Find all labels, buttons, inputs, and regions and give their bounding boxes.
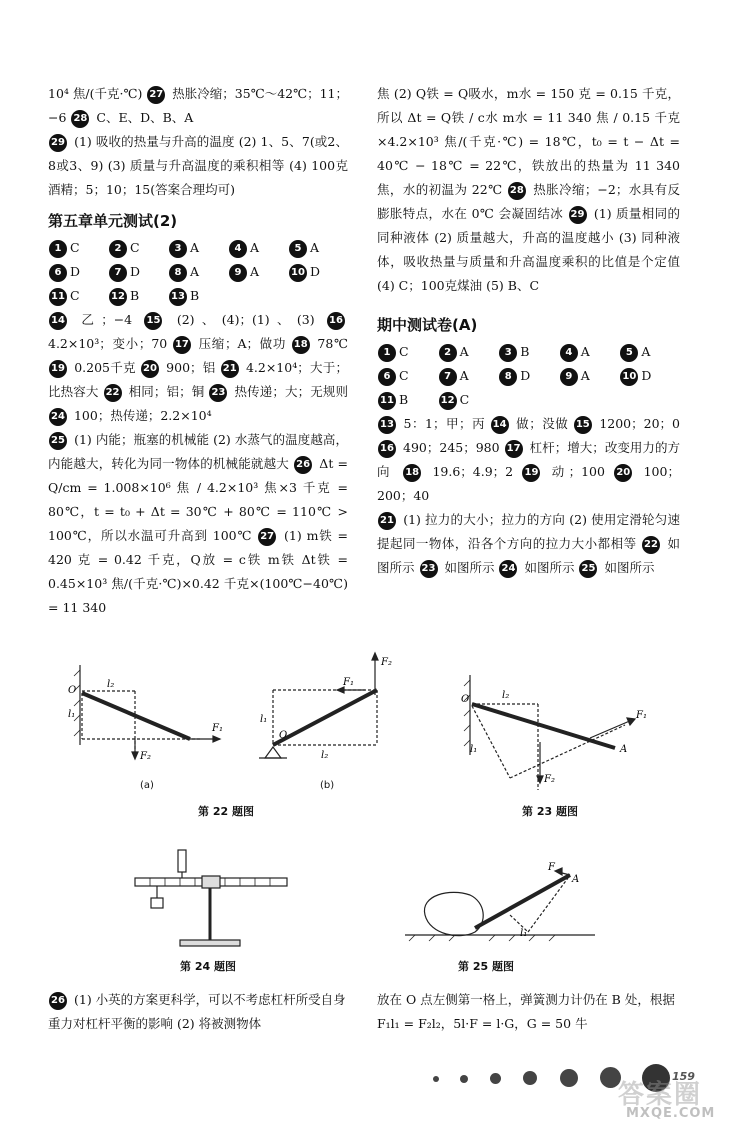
question-number-badge: 19 bbox=[49, 360, 67, 378]
question-number-badge: 6 bbox=[49, 264, 67, 282]
figure-caption: 第 23 题图 bbox=[522, 805, 578, 818]
decor-dot bbox=[523, 1071, 537, 1085]
answer-letter: A bbox=[190, 240, 200, 255]
answer-letter: A bbox=[580, 368, 590, 383]
question-number-badge: 21 bbox=[221, 360, 239, 378]
formula-text: 焦 (2) Q铁 = Q吸水，m水 = 150 克 = 0.15 千克，所以 Δt = Q铁 / c水 m水 = 11 340 焦 / 0.15 千克×4.2×10³ 焦/(千克·℃) bbox=[377, 86, 680, 149]
figure-25-crowbar bbox=[400, 860, 600, 960]
answer-letter: D bbox=[310, 264, 321, 279]
mc-answer bbox=[288, 236, 348, 260]
question-number-badge: 9 bbox=[560, 368, 578, 386]
answer-text: 如图所示 bbox=[444, 560, 495, 575]
decor-dot bbox=[433, 1076, 439, 1082]
question-number-badge: 17 bbox=[505, 440, 523, 458]
figure-caption: 第 25 题图 bbox=[458, 960, 514, 973]
answer-block bbox=[377, 412, 680, 508]
answer-text: 如图所示 bbox=[524, 560, 575, 575]
mc-answer bbox=[288, 260, 348, 284]
question-number-badge: 26 bbox=[294, 456, 312, 474]
question-number-badge: 22 bbox=[104, 384, 122, 402]
answer-block bbox=[48, 82, 348, 130]
answer-block bbox=[377, 988, 677, 1036]
question-number-badge: 16 bbox=[327, 312, 345, 330]
answer-text: (1) m铁 = 420 克 = 0.42 千克，Q放 = c铁 m铁 Δt铁 = 0.45×10³ 焦/(千克·℃)×0.42 千克×(100℃−40℃) = 11 340 bbox=[48, 528, 348, 615]
answer-letter: C bbox=[70, 240, 80, 255]
mc-answer bbox=[377, 364, 438, 388]
question-number-badge: 23 bbox=[209, 384, 227, 402]
answer-letter: B bbox=[399, 392, 409, 407]
question-number-badge: 20 bbox=[141, 360, 159, 378]
question-number-badge: 12 bbox=[109, 288, 127, 306]
answer-text: 如图所示 bbox=[377, 536, 680, 575]
l1-label: l₁ bbox=[68, 709, 76, 720]
answer-letter: B bbox=[130, 288, 140, 303]
answer-text: (1) 拉力的大小；拉力的方向 (2) 使用定滑轮匀速提起同一物体，沿各个方向的拉力大小都相等 bbox=[377, 512, 680, 551]
weight-block bbox=[151, 898, 163, 908]
force-f1-arrow bbox=[590, 720, 632, 738]
point-a-label: A bbox=[572, 874, 580, 885]
answer-text: 乙；−4 bbox=[81, 312, 133, 327]
mc-answer bbox=[108, 260, 168, 284]
answer-letter: C bbox=[399, 344, 409, 359]
question-number-badge: 10 bbox=[289, 264, 307, 282]
arm-l1 bbox=[472, 706, 510, 778]
f2-label: F₂ bbox=[140, 751, 151, 762]
l2-label: l₂ bbox=[107, 679, 115, 690]
question-number-badge: 4 bbox=[229, 240, 247, 258]
mc-answer bbox=[438, 388, 499, 412]
question-number-badge: 13 bbox=[169, 288, 187, 306]
answer-text: 如图所示 bbox=[604, 560, 655, 575]
question-number-badge: 29 bbox=[569, 206, 587, 224]
l2-label: l₂ bbox=[321, 750, 329, 761]
question-number-badge: 7 bbox=[109, 264, 127, 282]
answer-letter: C bbox=[399, 368, 409, 383]
section-heading: 第五章单元测试(2) bbox=[48, 212, 178, 230]
point-o-label: O bbox=[279, 730, 288, 741]
answer-letter: A bbox=[459, 344, 469, 359]
mc-answer bbox=[168, 260, 228, 284]
answer-letter: A bbox=[190, 264, 200, 279]
question-number-badge: 20 bbox=[614, 464, 632, 482]
f1-label: F₁ bbox=[212, 723, 223, 734]
figure-caption: 第 24 题图 bbox=[180, 960, 236, 973]
mc-answer bbox=[559, 340, 620, 364]
answer-text: 4.2×10⁴；大于；比热容大 bbox=[48, 360, 348, 399]
figure-sub-label: (b) bbox=[320, 780, 335, 791]
answer-text: 80℃，t = t₀ + Δt = 30℃ + 80℃ = 110℃ > 100℃，所以水温可升高到 100℃ bbox=[48, 504, 348, 543]
decor-dot bbox=[560, 1069, 578, 1087]
lever-bar bbox=[472, 704, 615, 748]
question-number-badge: 6 bbox=[378, 368, 396, 386]
answer-letter: A bbox=[310, 240, 320, 255]
mc-answer bbox=[619, 340, 680, 364]
question-number-badge: 10 bbox=[620, 368, 638, 386]
question-number-badge: 5 bbox=[620, 344, 638, 362]
question-number-badge: 28 bbox=[71, 110, 89, 128]
question-number-badge: 22 bbox=[642, 536, 660, 554]
question-number-badge: 15 bbox=[144, 312, 162, 330]
mc-answer bbox=[228, 260, 288, 284]
f2-label: F₂ bbox=[381, 657, 392, 668]
answer-text: 19.6；4.9；2 bbox=[432, 464, 514, 479]
answer-text: (1) 质量相同的同种液体 (2) 质量越大，升高的温度越小 (3) 同种液体，吸收热量与质量和升高温度乘积的比值是个定值 (4) C；100克煤油 (5) B、C bbox=[377, 206, 681, 293]
mc-answer bbox=[48, 260, 108, 284]
watermark-logo: 答案圈 bbox=[618, 1080, 703, 1110]
mc-answer bbox=[48, 284, 108, 308]
figure-22a-lever bbox=[60, 655, 230, 780]
answer-letter: C bbox=[130, 240, 140, 255]
mc-answer bbox=[168, 236, 228, 260]
question-number-badge: 16 bbox=[378, 440, 396, 458]
answer-letter: D bbox=[641, 368, 652, 383]
answer-text: 热胀冷缩；−2；水具有反膨胀特点，水在 0℃ 会凝固结冰 bbox=[377, 182, 680, 221]
multiple-choice-answers bbox=[48, 236, 348, 308]
page-number: 159 bbox=[672, 1070, 695, 1083]
crowbar-bar bbox=[475, 875, 570, 928]
mc-answer bbox=[228, 236, 288, 260]
figure-22b-lever bbox=[255, 650, 395, 780]
answer-text: 100；200；40 bbox=[377, 464, 680, 503]
answer-text: C、E、D、B、A bbox=[96, 110, 194, 125]
answer-block bbox=[377, 82, 680, 298]
answer-text: 动；100 bbox=[551, 464, 605, 479]
decor-dot bbox=[490, 1073, 501, 1084]
mc-answer bbox=[377, 340, 438, 364]
mc-answer bbox=[48, 236, 108, 260]
answer-text: 78℃ bbox=[317, 336, 348, 351]
answer-letter: D bbox=[70, 264, 81, 279]
section-heading: 期中测试卷(A) bbox=[377, 316, 478, 334]
l2-label: l₂ bbox=[502, 690, 510, 701]
answer-text: (1) 小英的方案更科学，可以不考虑杠杆所受自身重力对杠杆平衡的影响 (2) 将被测物体 bbox=[48, 992, 346, 1031]
answer-letter: B bbox=[190, 288, 200, 303]
answer-text: 10⁴ 焦/(千克·℃) bbox=[48, 86, 143, 101]
fulcrum bbox=[265, 747, 281, 758]
answer-text: 热传递；大；无规则 bbox=[234, 384, 348, 399]
watermark-url: MXQE.COM bbox=[626, 1106, 716, 1121]
answer-letter: C bbox=[459, 392, 470, 407]
question-number-badge: 24 bbox=[499, 560, 517, 578]
question-number-badge: 3 bbox=[169, 240, 187, 258]
l1-label: l₁ bbox=[260, 714, 268, 725]
mc-answer bbox=[619, 364, 680, 388]
mc-answer bbox=[108, 236, 168, 260]
stand-base bbox=[180, 940, 240, 946]
question-number-badge: 19 bbox=[522, 464, 540, 482]
lever-bar bbox=[273, 690, 377, 745]
question-number-badge: 18 bbox=[292, 336, 310, 354]
mc-answer bbox=[498, 364, 559, 388]
question-number-badge: 29 bbox=[49, 134, 67, 152]
question-number-badge: 2 bbox=[439, 344, 457, 362]
lever-bar bbox=[82, 693, 190, 739]
answer-block bbox=[48, 130, 348, 202]
mc-answer bbox=[108, 284, 168, 308]
question-number-badge: 14 bbox=[491, 416, 509, 434]
answer-text: (1) 内能；瓶塞的机械能 (2) 水蒸气的温度越高，内能越大，转化为同一物体的机械能就越大 bbox=[48, 432, 348, 471]
right-column bbox=[377, 82, 680, 580]
figure-sub-label: (a) bbox=[140, 780, 154, 791]
question-number-badge: 4 bbox=[560, 344, 578, 362]
answer-letter: D bbox=[520, 368, 531, 383]
page-footer bbox=[0, 1060, 750, 1128]
answer-text: 放在 O 点左侧第一格上，弹簧测力计仍在 B 处，根据 F₁l₁ = F₂l₂，5l·F = l·G，G = 50 牛 bbox=[377, 992, 675, 1031]
mc-answer bbox=[438, 340, 499, 364]
question-number-badge: 27 bbox=[147, 86, 165, 104]
mc-answer bbox=[377, 388, 438, 412]
question-number-badge: 8 bbox=[499, 368, 517, 386]
question-number-badge: 11 bbox=[378, 392, 396, 410]
f-label: F bbox=[548, 862, 555, 873]
answer-text: 热胀冷缩；35℃～42℃；11；−6 bbox=[48, 86, 348, 125]
answer-text: 0.205千克 bbox=[74, 360, 136, 375]
answer-block bbox=[377, 508, 680, 580]
question-number-badge: 23 bbox=[420, 560, 438, 578]
f1-label: F₁ bbox=[636, 710, 647, 721]
question-number-badge: 15 bbox=[574, 416, 592, 434]
formula-text: Δt = Q/cm = 1.008×10⁶ 焦 / 4.2×10³ 焦×3 千克 = bbox=[48, 456, 348, 495]
question-number-badge: 25 bbox=[49, 432, 67, 450]
point-a-label: A bbox=[620, 744, 628, 755]
answer-letter: A bbox=[250, 240, 260, 255]
figure-caption: 第 22 题图 bbox=[198, 805, 254, 818]
answer-letter: A bbox=[250, 264, 260, 279]
decor-dot bbox=[460, 1075, 468, 1083]
question-number-badge: 11 bbox=[49, 288, 67, 306]
answer-text: 杠杆；增大；改变用力的方向 bbox=[377, 440, 680, 479]
answer-letter: D bbox=[130, 264, 141, 279]
answer-block bbox=[48, 428, 348, 620]
answer-text: (1) 吸收的热量与升高的温度 (2) 1、5、7(或2、8或3、9) (3) 质量与升高温度的乘积相等 (4) 100克酒精；5；10；15(答案合理均可) bbox=[48, 134, 348, 197]
answer-text: 900；铝 bbox=[166, 360, 216, 375]
point-o-label: O bbox=[461, 694, 470, 705]
answer-text: 1200；20；0 bbox=[599, 416, 680, 431]
question-number-badge: 5 bbox=[289, 240, 307, 258]
question-number-badge: 1 bbox=[378, 344, 396, 362]
figure-24-balance bbox=[120, 840, 300, 955]
multiple-choice-answers bbox=[377, 340, 680, 412]
l1-label: l₁ bbox=[520, 928, 528, 939]
answer-text: 4.2×10³；变小；70 bbox=[48, 336, 168, 351]
l1-label: l₁ bbox=[470, 744, 478, 755]
answer-text: 压缩；A；做功 bbox=[198, 336, 287, 351]
mc-answer bbox=[438, 364, 499, 388]
answer-text: 490；245；980 bbox=[403, 440, 500, 455]
answer-text: = 18℃，t₀ = t − Δt = 40℃ − 18℃ = 22℃，铁放出的热量为 11 340 焦，水的初温为 22℃ bbox=[377, 134, 680, 197]
question-number-badge: 3 bbox=[499, 344, 517, 362]
question-number-badge: 17 bbox=[173, 336, 191, 354]
point-o-label: O bbox=[68, 685, 77, 696]
mc-answer bbox=[498, 340, 559, 364]
question-number-badge: 18 bbox=[403, 464, 421, 482]
answer-letter: A bbox=[459, 368, 469, 383]
question-number-badge: 13 bbox=[378, 416, 396, 434]
question-number-badge: 24 bbox=[49, 408, 67, 426]
question-number-badge: 25 bbox=[579, 560, 597, 578]
question-number-badge: 21 bbox=[378, 512, 396, 530]
mc-answer bbox=[559, 364, 620, 388]
answer-text: 5：1；甲；丙 bbox=[403, 416, 486, 431]
rock bbox=[424, 892, 483, 935]
answer-letter: A bbox=[580, 344, 590, 359]
answer-text: 相同；铝；铜 bbox=[128, 384, 205, 399]
answer-block bbox=[48, 988, 348, 1036]
question-number-badge: 12 bbox=[439, 392, 457, 410]
mc-answer bbox=[168, 284, 228, 308]
answer-text: 100；热传递；2.2×10⁴ bbox=[73, 408, 212, 423]
question-number-badge: 27 bbox=[258, 528, 276, 546]
question-number-badge: 1 bbox=[49, 240, 67, 258]
f2-label: F₂ bbox=[544, 774, 555, 785]
answer-block bbox=[48, 308, 348, 428]
question-number-badge: 8 bbox=[169, 264, 187, 282]
question-number-badge: 14 bbox=[49, 312, 67, 330]
answer-text: (2)、(4)；(1)、(3) bbox=[176, 312, 315, 327]
question-number-badge: 2 bbox=[109, 240, 127, 258]
answer-text: 做；没做 bbox=[516, 416, 569, 431]
question-number-badge: 28 bbox=[508, 182, 526, 200]
figure-23-lever bbox=[460, 670, 660, 795]
answer-letter: A bbox=[641, 344, 651, 359]
spring-scale bbox=[178, 850, 186, 872]
answer-letter: C bbox=[70, 288, 80, 303]
left-column bbox=[48, 82, 348, 620]
question-number-badge: 9 bbox=[229, 264, 247, 282]
f1-label: F₁ bbox=[343, 677, 354, 688]
question-number-badge: 7 bbox=[439, 368, 457, 386]
question-number-badge: 26 bbox=[49, 992, 67, 1010]
answer-letter: B bbox=[520, 344, 530, 359]
